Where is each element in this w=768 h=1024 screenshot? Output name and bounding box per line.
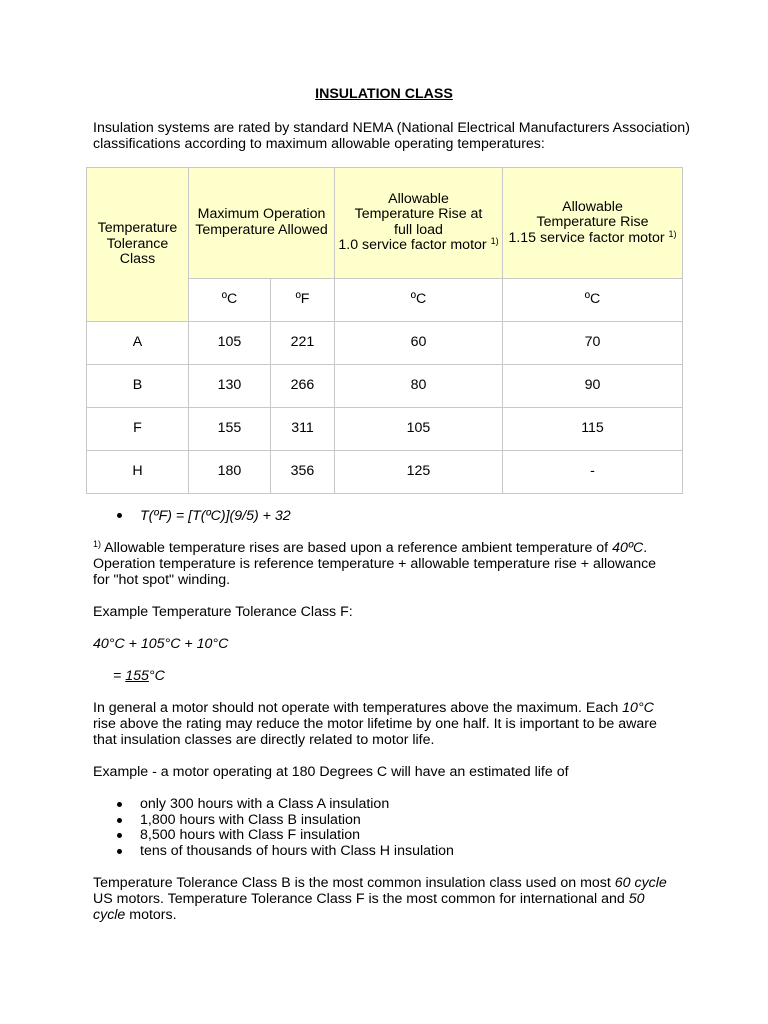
cell-rise-10: 125 [335, 451, 503, 494]
header-rise-full-load-text: 1.0 service factor motor [338, 237, 487, 254]
header-rise-full-load-line2 [335, 238, 502, 254]
table-row [87, 365, 683, 408]
cell-max-c: 130 [189, 365, 271, 408]
table-row [87, 451, 683, 494]
intro-paragraph: Insulation systems are rated by standard NEMA (National Electrical Manufacturers Association) classifications according to maximum allowable operating temperatures: [93, 120, 690, 152]
general-text-a: In general a motor should not operate with temperatures above the maximum. Each [93, 700, 623, 716]
header-max-operation [189, 168, 335, 279]
example-result-prefix: = [113, 668, 126, 684]
footnote-marker: 1) [93, 539, 102, 549]
cell-rise-115: 90 [503, 365, 683, 408]
cell-rise-10: 60 [335, 322, 503, 365]
list-item: tens of thousands of hours with Class H insulation [93, 843, 454, 859]
cell-max-f: 221 [271, 322, 335, 365]
example-sum: 40°C + 105°C + 10°C [93, 636, 229, 652]
example-result-value: 155 [125, 668, 149, 684]
cell-class: F [87, 408, 189, 451]
closing-us-cycle: 60 cycle [614, 875, 667, 891]
closing-text-b: US motors. Temperature Tolerance Class F is the most common for international and [93, 891, 629, 907]
cell-max-c: 105 [189, 322, 271, 365]
footnote-text-a: Allowable temperature rises are based upon a reference ambient temperature of [101, 540, 613, 556]
footnote-ambient: 40ºC [612, 540, 644, 556]
closing-text-c: motors. [125, 907, 177, 923]
general-step: 10°C [622, 700, 654, 716]
list-item: 1,800 hours with Class B insulation [93, 812, 454, 828]
bullet-icon [117, 513, 122, 518]
header-rise-full-load [335, 168, 503, 279]
list-item: 8,500 hours with Class F insulation [93, 827, 454, 843]
header-rise-115-line1: Allowable Temperature Rise [536, 198, 649, 231]
unit-cell: ºC [189, 278, 271, 321]
cell-class: B [87, 365, 189, 408]
header-rise-115 [503, 168, 683, 279]
unit-cell: ºF [271, 278, 335, 321]
cell-class: H [87, 451, 189, 494]
cell-rise-115: 70 [503, 322, 683, 365]
example-heading: Example Temperature Tolerance Class F: [93, 604, 353, 620]
motor-life-list [93, 796, 454, 858]
example2-paragraph: Example - a motor operating at 180 Degrees C will have an estimated life of [93, 764, 569, 780]
cell-max-f: 356 [271, 451, 335, 494]
cell-rise-115: 115 [503, 408, 683, 451]
header-rise-115-line2 [503, 228, 682, 247]
cell-rise-10: 105 [335, 408, 503, 451]
cell-max-c: 180 [189, 451, 271, 494]
closing-text-a: Temperature Tolerance Class B is the most common insulation class used on most [93, 875, 615, 891]
cell-rise-115: - [503, 451, 683, 494]
list-item: only 300 hours with a Class A insulation [93, 796, 454, 812]
header-class [87, 168, 189, 322]
conversion-formula: T(ºF) = [T(ºC)](9/5) + 32 [140, 508, 291, 524]
header-rise-full-load-line1: Allowable Temperature Rise at full load [354, 190, 483, 238]
header-max-operation-label: Maximum Operation Temperature Allowed [195, 206, 328, 238]
header-rise-115-text: 1.15 service factor motor [508, 229, 665, 246]
unit-cell: ºC [335, 278, 503, 321]
general-text-b: rise above the rating may reduce the motor lifetime by one half. It is important to be aware that insulation classes are directly related to motor life. [93, 716, 657, 748]
cell-max-c: 155 [189, 408, 271, 451]
example-result-unit: °C [148, 668, 165, 684]
closing-paragraph [93, 875, 678, 923]
footnote-marker: 1) [668, 228, 677, 239]
table-row [87, 408, 683, 451]
footnote-marker: 1) [490, 236, 499, 247]
cell-class: A [87, 322, 189, 365]
footnote-paragraph [93, 540, 668, 588]
insulation-class-table [86, 167, 683, 494]
header-class-label: Temperature Tolerance Class [97, 220, 178, 268]
unit-cell: ºC [503, 278, 683, 321]
cell-rise-10: 80 [335, 365, 503, 408]
cell-max-f: 311 [271, 408, 335, 451]
general-paragraph [93, 700, 668, 748]
footnote-text-b: . Operation temperature is reference temperature + allowable temperature rise + allowance for "hot spot" winding. [93, 540, 657, 588]
table-row [87, 322, 683, 365]
page-title: INSULATION CLASS [315, 86, 453, 102]
closing-intl-cycle: 50 cycle [93, 891, 645, 923]
example-result [113, 668, 713, 684]
cell-max-f: 266 [271, 365, 335, 408]
